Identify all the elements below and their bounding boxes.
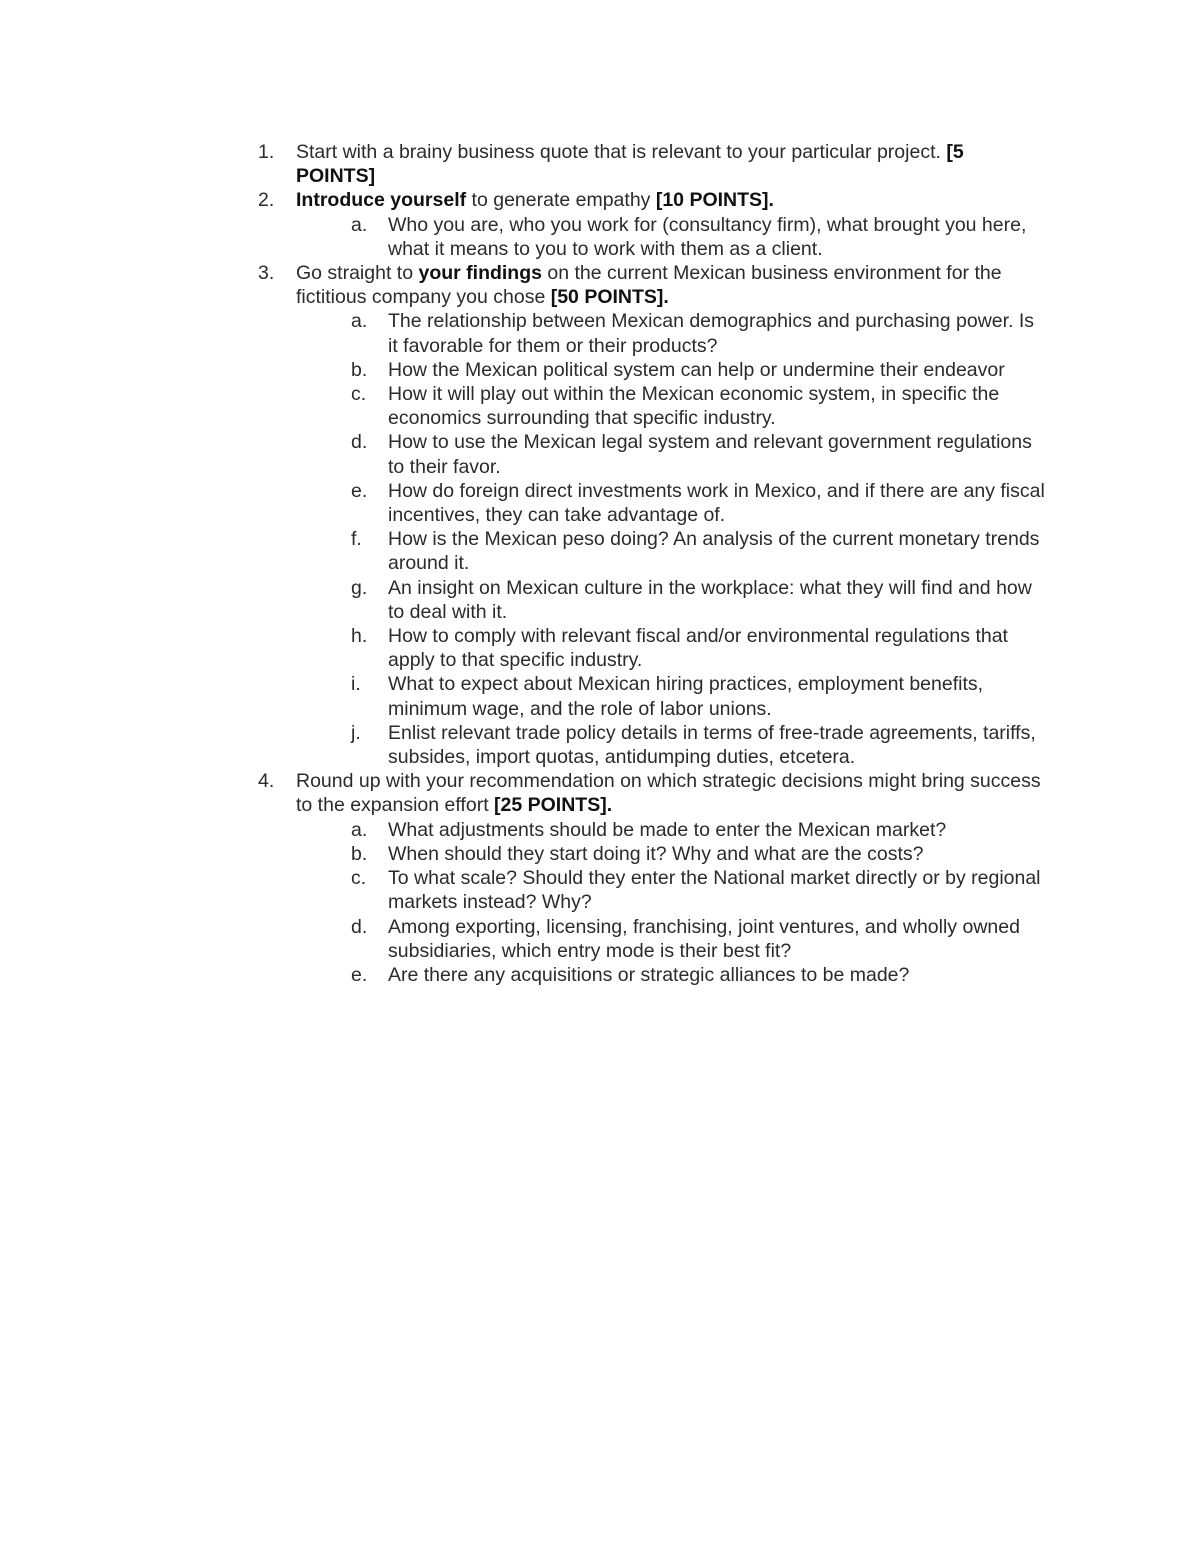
item-number: 2. [258,189,275,212]
emphasis-text: your findings [418,262,542,285]
sub-item-letter: e. [351,963,368,986]
sub-item-text: The relationship between Mexican demographics and purchasing power. Is it favorable for them or their products? [388,310,1035,357]
sub-item [351,213,1048,261]
emphasis-text: Introduce yourself [296,189,467,212]
sub-item-text: Who you are, who you work for (consultancy firm), what brought you here, what it means to you to work with them as a client. [388,213,1027,260]
sublist-item-3 [351,309,1048,769]
item-text: Introduce yourself to generate empathy [10 POINTS]. [296,189,774,212]
item-number: 1. [258,141,275,163]
sub-item-letter: j. [351,721,361,744]
sub-item-text: What to expect about Mexican hiring practices, employment benefits, minimum wage, and the role of labor unions. [388,673,984,720]
sub-item-text: How it will play out within the Mexican economic system, in specific the economics surrounding that specific industry. [388,383,1000,430]
sub-item [351,576,1048,624]
item-number: 3. [258,262,275,285]
sub-item [351,382,1048,430]
outline-item-2 [258,188,1048,212]
sub-item [351,430,1048,478]
sub-item-letter: f. [351,528,362,551]
sublist-item-2 [351,213,1048,261]
sub-item-letter: g. [351,576,368,599]
sub-item [351,672,1048,720]
sub-item-letter: b. [351,842,368,865]
sub-item-text: Among exporting, licensing, franchising, joint ventures, and wholly owned subsidiaries, which entry mode is their best fit? [388,915,1020,962]
sub-item [351,915,1048,963]
points-label: [25 POINTS]. [494,794,613,817]
sublist-item-4 [351,818,1048,987]
item-number: 4. [258,770,275,793]
item-text: Go straight to your findings on the current Mexican business environment for the fictitious company you chose [50 POINTS]. [296,262,1002,309]
sub-item-letter: b. [351,358,368,381]
points-label: [10 POINTS]. [655,189,774,212]
sub-item-text: An insight on Mexican culture in the workplace: what they will find and how to deal with it. [388,576,1032,623]
outline-item-1 [258,140,1048,188]
item-text: Start with a brainy business quote that is relevant to your particular project. [5 POINTS] [296,141,964,188]
sub-item-text: How do foreign direct investments work in Mexico, and if there are any fiscal incentives, they can take advantage of. [388,479,1045,527]
sub-item [351,866,1048,914]
sub-item-text: How the Mexican political system can help or undermine their endeavor [388,358,1005,381]
sub-item-text: How to use the Mexican legal system and relevant government regulations to their favor. [388,431,1032,478]
outline-item-4 [258,769,1048,817]
sub-item-letter: i. [351,673,361,696]
sub-item-text: How is the Mexican peso doing? An analysis of the current monetary trends around it. [388,528,1040,575]
sub-item-text: Enlist relevant trade policy details in terms of free-trade agreements, tariffs, subsides, import quotas, antidumping duties, etcetera. [388,721,1036,769]
sub-item [351,309,1048,357]
sub-item-letter: h. [351,625,368,648]
sub-item-letter: a. [351,818,368,841]
points-label: [50 POINTS]. [550,286,669,309]
sub-item [351,358,1048,382]
sub-item [351,479,1048,527]
assignment-outline [258,140,1048,987]
sub-item-text: What adjustments should be made to enter the Mexican market? [388,818,947,841]
sub-item-letter: e. [351,479,368,502]
sub-item-letter: a. [351,213,368,236]
sub-item [351,624,1048,672]
sub-item-letter: d. [351,431,368,454]
sub-item-letter: c. [351,867,367,890]
sub-item-text: When should they start doing it? Why and what are the costs? [388,842,924,865]
sub-item [351,818,1048,842]
sub-item-letter: a. [351,310,368,333]
sub-item-text: Are there any acquisitions or strategic alliances to be made? [388,963,910,986]
sub-item [351,842,1048,866]
points-label: [5 POINTS] [296,141,964,188]
sub-item-text: To what scale? Should they enter the National market directly or by regional markets instead? Why? [388,867,1041,914]
outline-item-3 [258,261,1048,309]
sub-item-letter: d. [351,915,368,938]
sub-item-letter: c. [351,383,367,406]
sub-item [351,721,1048,769]
item-text: Round up with your recommendation on which strategic decisions might bring success to the expansion effort [25 POINTS]. [296,770,1041,817]
sub-item [351,963,1048,987]
sub-item-text: How to comply with relevant fiscal and/or environmental regulations that apply to that specific industry. [388,625,1008,672]
sub-item [351,527,1048,575]
